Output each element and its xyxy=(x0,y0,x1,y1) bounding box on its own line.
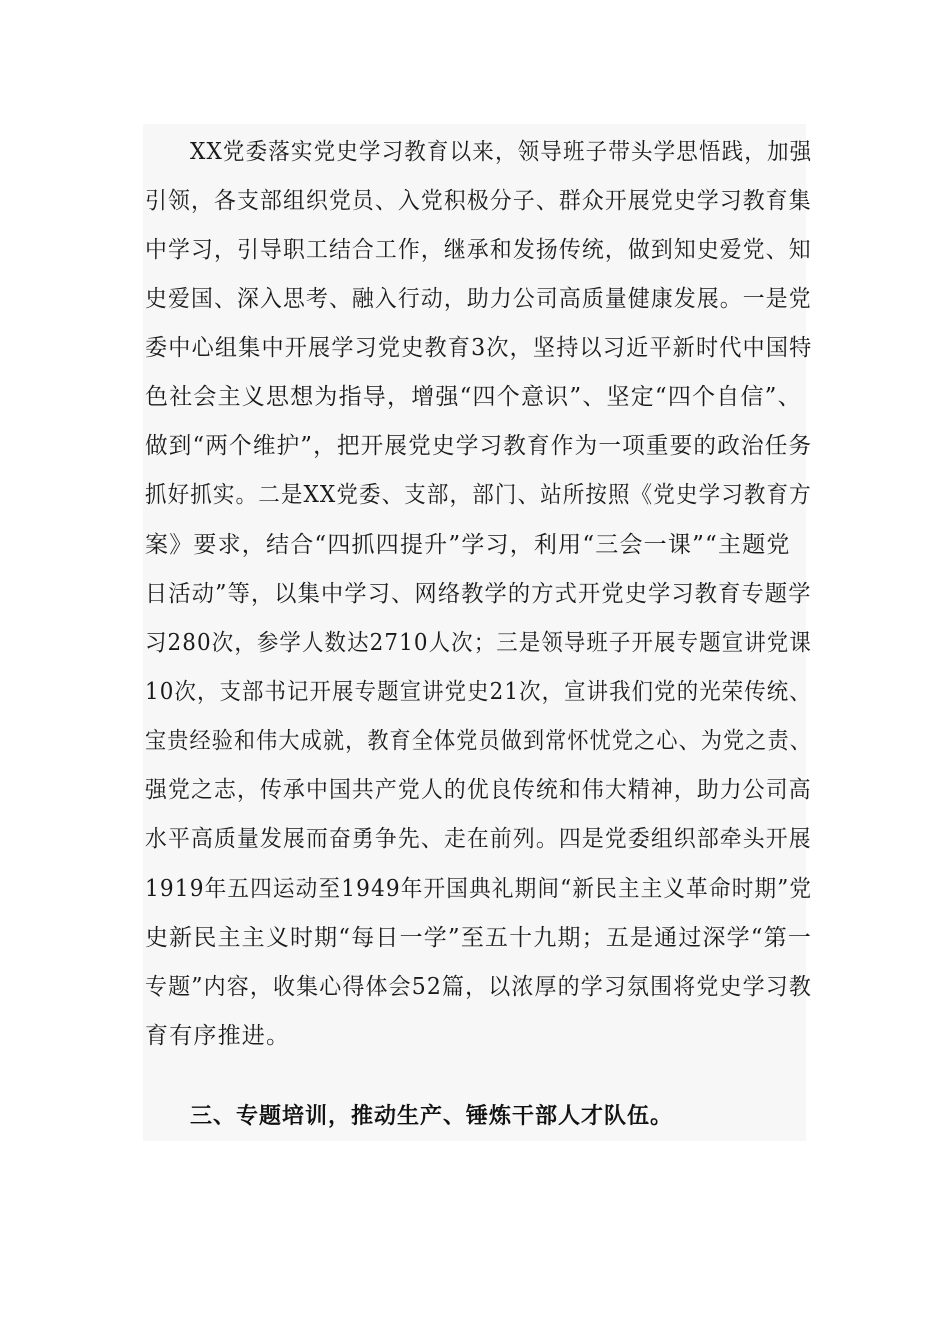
paragraph-line-13: 宝贵经验和伟大成就，教育全体党员做到常怀忧党之心、为党之责、 xyxy=(145,728,812,754)
paragraph-line-7: 做到“两个维护”，把开展党史学习教育作为一项重要的政治任务 xyxy=(145,433,813,459)
paragraph-line-4: 史爱国、深入思考、融入行动，助力公司高质量健康发展。一是党 xyxy=(145,286,812,312)
paragraph-line-2: 引领，各支部组织党员、入党积极分子、群众开展党史学习教育集 xyxy=(145,188,812,214)
paragraph-line-8: 抓好抓实。二是XX党委、支部，部门、站所按照《党史学习教育方 xyxy=(145,482,812,508)
paragraph-line-18: 专题”内容，收集心得体会52篇，以浓厚的学习氛围将党史学习教 xyxy=(145,974,813,1000)
paragraph-line-16: 1919年五四运动至1949年开国典礼期间“新民主主义革命时期”党 xyxy=(145,876,813,902)
paragraph-line-10: 日活动”等，以集中学习、网络教学的方式开党史学习教育专题学 xyxy=(145,581,812,607)
paragraph-line-1: XX党委落实党史学习教育以来，领导班子带头学思悟践，加强 xyxy=(190,139,813,165)
paragraph-line-6: 色社会主义思想为指导，增强“四个意识”、坚定“四个自信”、 xyxy=(145,384,802,410)
paragraph-line-3: 中学习，引导职工结合工作，继承和发扬传统，做到知史爱党、知 xyxy=(145,237,812,263)
paragraph-line-5: 委中心组集中开展学习党史教育3次，坚持以习近平新时代中国特 xyxy=(145,335,813,361)
paragraph-line-17: 史新民主主义时期“每日一学”至五十九期；五是通过深学“第一 xyxy=(145,925,813,951)
paragraph-line-9: 案》要求，结合“四抓四提升”学习，利用“三会一课”“主题党 xyxy=(145,532,791,558)
paragraph-line-12: 10次，支部书记开展专题宣讲党史21次，宣讲我们党的光荣传统、 xyxy=(145,679,812,705)
paragraph-line-15: 水平高质量发展而奋勇争先、走在前列。四是党委组织部牵头开展 xyxy=(145,826,812,852)
paragraph-line-14: 强党之志，传承中国共产党人的优良传统和伟大精神，助力公司高 xyxy=(145,777,812,803)
section-heading: 三、专题培训，推动生产、锤炼干部人才队伍。 xyxy=(190,1104,674,1129)
paragraph-line-19: 育有序推进。 xyxy=(145,1023,291,1049)
paragraph-line-11: 习280次，参学人数达2710人次；三是领导班子开展专题宣讲党课 xyxy=(145,630,812,656)
